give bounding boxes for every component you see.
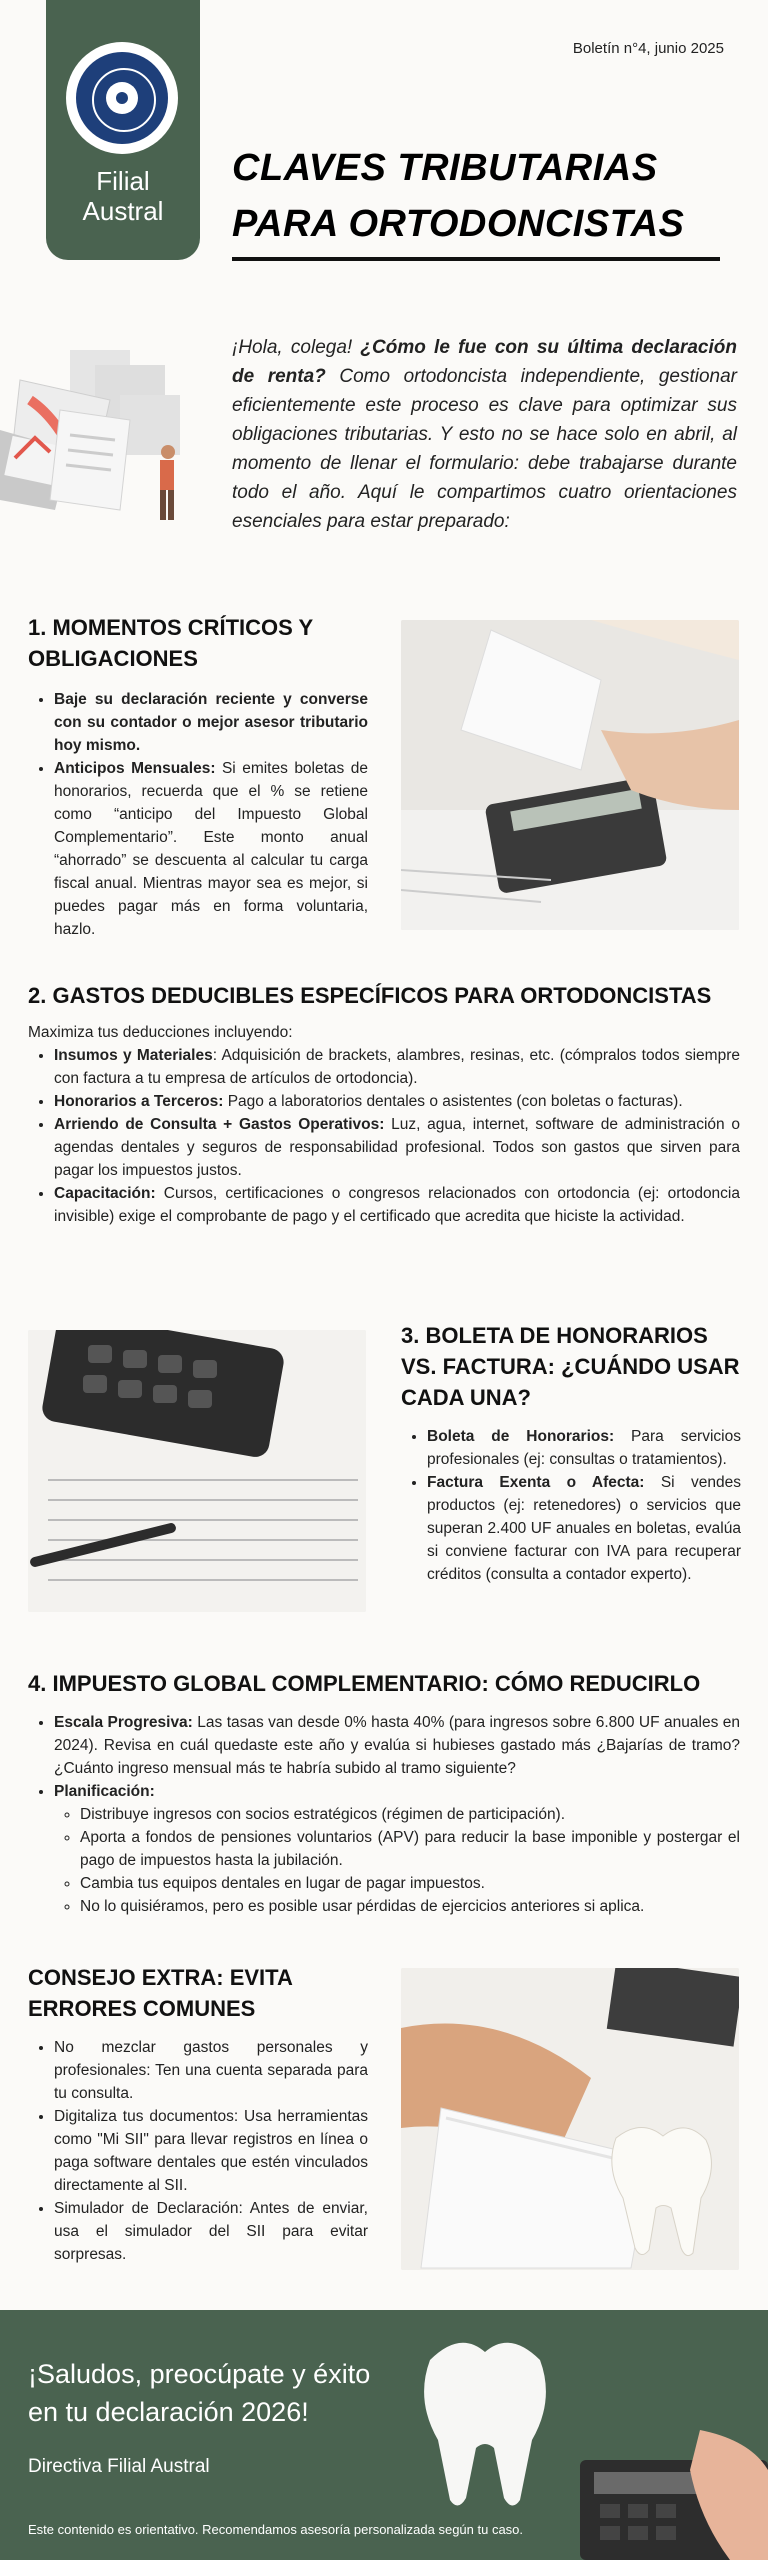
calculator-hand-icon bbox=[580, 2430, 768, 2560]
association-seal-icon bbox=[66, 42, 178, 154]
sub-list-item: ◦ No lo quisiéramos, pero es posible usar pérdidas de ejercicios anteriores si aplica. bbox=[80, 1895, 740, 1918]
page-title: CLAVES TRIBUTARIAS PARA ORTODONCISTAS bbox=[232, 147, 685, 245]
list-item: • Boleta de Honorarios: Para servicios profesionales (ej: consultas o tratamientos). bbox=[427, 1425, 741, 1471]
footer-greeting: ¡Saludos, preocúpate y éxito en tu declaración 2026! bbox=[28, 2359, 371, 2427]
list-item: • Capacitación: Cursos, certificaciones o congresos relacionados con ortodoncia (ej: ortodoncia invisible) exige el comprobante de pago y el certificado que acredita que hiciste la actividad. bbox=[54, 1182, 740, 1228]
list-item: • Digitaliza tus documentos: Usa herramientas como "Mi SII" para llevar registros en línea o paga software dentales que estén vinculados directamente al SII. bbox=[54, 2105, 368, 2197]
list-item: • Insumos y Materiales: Adquisición de brackets, alambres, resinas, etc. (cómpralos todos siempre con factura a tu empresa de artículos de ortodoncia). bbox=[54, 1044, 740, 1090]
list-item: • Factura Exenta o Afecta: Si vendes productos (ej: retenedores) o servicios que superan 2.400 UF anuales en boletas, evalúa si conviene facturar con IVA para recuperar créditos (consulta a contador experto). bbox=[427, 1471, 741, 1586]
list-item: • Planificación: ◦ Distribuye ingresos con socios estratégicos (régimen de participación). ◦ Aporta a fondos de pensiones voluntarios (APV) para reducir la base imponible y postergar el pago de impuestos hasta la jubilación. ◦ Cambia tus equipos dentales en lugar de pagar impuestos. ◦ No lo quisiéramos, pero es posible usar pérdidas de ejercicios anteriores si aplica. bbox=[54, 1780, 740, 1918]
section-2-title: 2. GASTOS DEDUCIBLES ESPECÍFICOS PARA ORTODONCISTAS bbox=[28, 983, 712, 1008]
section-2-lead: Maximiza tus deducciones incluyendo: bbox=[28, 1024, 293, 1041]
bulletin-number: Boletín n°4, junio 2025 bbox=[572, 40, 724, 57]
section-5-title: CONSEJO EXTRA: EVITA ERRORES COMUNES bbox=[28, 1965, 293, 2021]
footer-signature: Directiva Filial Austral bbox=[28, 2456, 210, 2477]
section-4-title: 4. IMPUESTO GLOBAL COMPLEMENTARIO: CÓMO REDUCIRLO bbox=[28, 1671, 701, 1696]
list-item: • Anticipos Mensuales: Si emites boletas de honorarios, recuerda que el % se retiene como “anticipo del Impuesto Global Complementario”. Este monto anual “ahorrado” se descuenta al calcular tu carga fiscal anual. Mientras mayor sea es mejor, si puedes pagar más en forma voluntaria, hazlo. bbox=[54, 757, 368, 941]
section-1-title: 1. MOMENTOS CRÍTICOS Y OBLIGACIONES bbox=[28, 615, 313, 671]
logo-text: Filial Austral bbox=[82, 166, 164, 226]
section-1 bbox=[28, 612, 368, 941]
title-underline bbox=[232, 257, 720, 261]
section-2 bbox=[28, 980, 740, 1228]
dental-tooth-photo bbox=[401, 1968, 739, 2270]
sub-list-item: ◦ Aporta a fondos de pensiones voluntarios (APV) para reducir la base imponible y postergar el pago de impuestos hasta la jubilación. bbox=[80, 1826, 740, 1872]
logo-panel bbox=[46, 0, 200, 260]
sub-list-item: ◦ Distribuye ingresos con socios estratégicos (régimen de participación). bbox=[80, 1803, 740, 1826]
paperwork-illustration bbox=[0, 340, 210, 540]
list-item: • Escala Progresiva: Las tasas van desde 0% hasta 40% (para ingresos sobre 6.800 UF anuales en 2024). Revisa en cuál quedaste este año y evalúa si hubieses gastado más ¿Bajarías de tramo? ¿Cuánto ingreso mensual más te habría subido al tramo siguiente? bbox=[54, 1711, 740, 1780]
calculator-ledger-photo bbox=[28, 1330, 366, 1612]
section-3-title: 3. BOLETA DE HONORARIOS VS. FACTURA: ¿CUÁNDO USAR CADA UNA? bbox=[401, 1323, 740, 1410]
list-item: • Arriendo de Consulta + Gastos Operativos: Luz, agua, internet, software de administración o agendas dentales y seguros de responsabilidad profesional. Todos son gastos que sirven para pagar los impuestos justos. bbox=[54, 1113, 740, 1182]
section-5 bbox=[28, 1962, 368, 2266]
calculator-photo bbox=[401, 620, 739, 930]
footer-disclaimer: Este contenido es orientativo. Recomendamos asesoría personalizada según tu caso. bbox=[28, 2522, 524, 2537]
list-item: • Honorarios a Terceros: Pago a laboratorios dentales o asistentes (con boletas o facturas). bbox=[54, 1090, 740, 1113]
list-item: • Simulador de Declaración: Antes de enviar, usa el simulador del SII para evitar sorpresas. bbox=[54, 2197, 368, 2266]
list-item: • Baje su declaración reciente y converse con su contador o mejor asesor tributario hoy mismo. bbox=[54, 688, 368, 757]
section-3 bbox=[401, 1320, 741, 1586]
tooth-icon bbox=[420, 2330, 550, 2512]
intro-paragraph: ¡Hola, colega! ¿Cómo le fue con su última declaración de renta? Como ortodoncista independiente, gestionar eficientemente este proceso es clave para optimizar sus obligaciones tributarias. Y esto no se hace solo en abril, al momento de llenar el formulario: debe trabajarse durante todo el año. Aquí le compartimos cuatro orientaciones esenciales para estar preparado: bbox=[232, 337, 737, 532]
footer-panel bbox=[0, 2310, 768, 2560]
section-4 bbox=[28, 1668, 740, 1918]
sub-list-item: ◦ Cambia tus equipos dentales en lugar de pagar impuestos. bbox=[80, 1872, 740, 1895]
list-item: • No mezclar gastos personales y profesionales: Ten una cuenta separada para tu consulta. bbox=[54, 2036, 368, 2105]
intro-question: ¿Cómo le fue con su última declaración de renta? bbox=[232, 337, 737, 387]
